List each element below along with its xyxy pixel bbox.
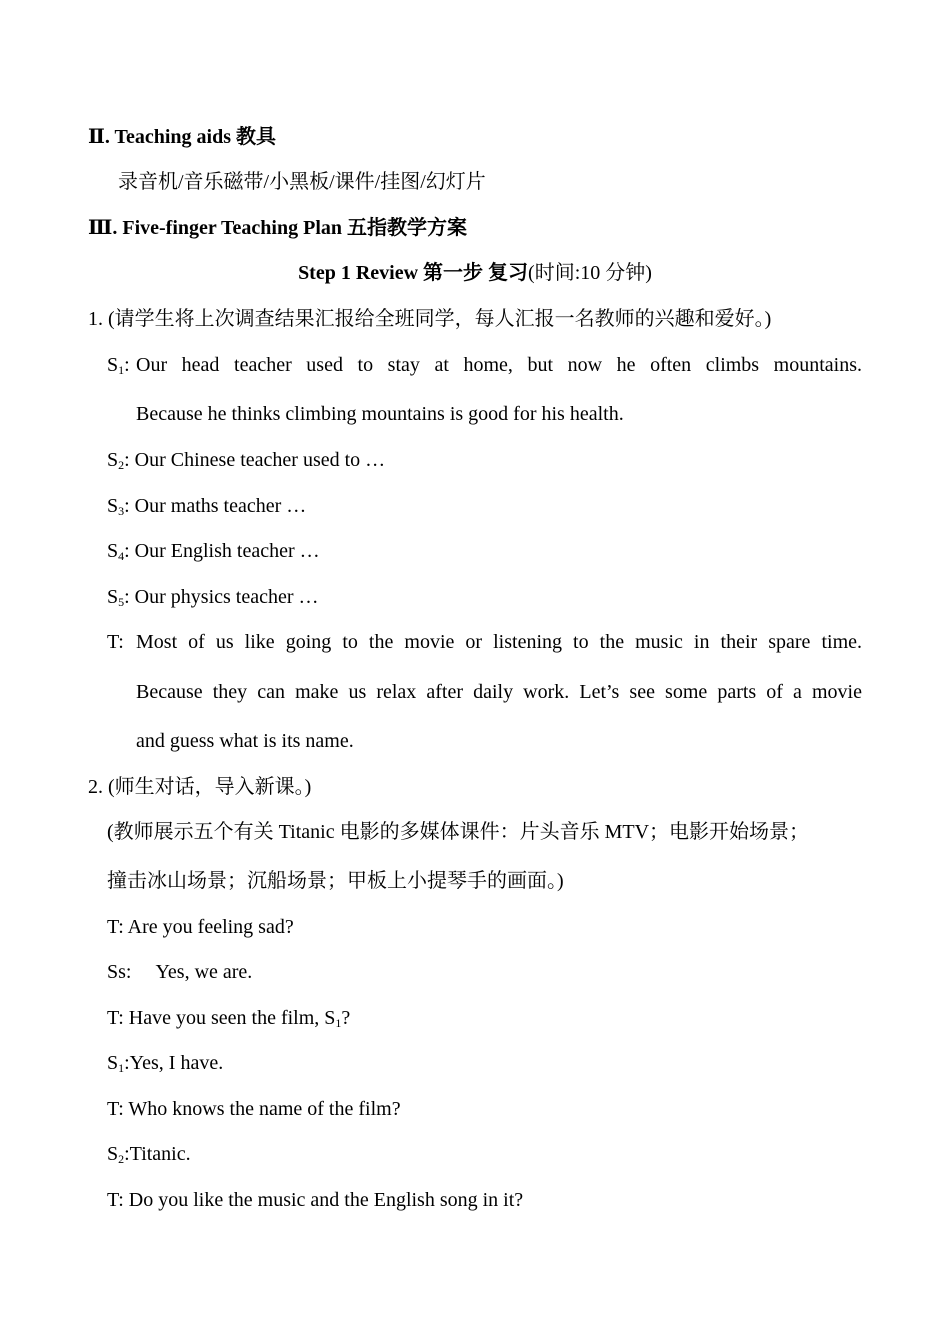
section-3-heading: [88, 214, 467, 242]
s2-line: $S_2$: Our Chinese teacher used to …: [107, 449, 386, 472]
dialog-line-2: Ss: Yes, we are.: [107, 961, 253, 983]
s1-line-1: Our head teacher used to stay at home, but now he often climbs mountains.: [136, 354, 862, 376]
section-3-title: . Five-finger Teaching Plan 五指教学方案: [112, 217, 467, 239]
t-speaker: T:: [107, 631, 124, 653]
section-2-heading: [88, 123, 276, 151]
item-1-label: 1. (请学生将上次调查结果汇报给全班同学，每人汇报一名教师的兴趣和爱好。): [88, 308, 772, 330]
dialog-line-3: T: Have you seen the film, $S_1$?: [107, 1007, 351, 1030]
t-line-2: Because they can make us relax after daily work. Let’s see some parts of a movie: [136, 681, 862, 703]
t-line-1: Most of us like going to the movie or listening to the music in their spare time.: [136, 631, 862, 653]
item-2-note-line-2: 撞击冰山场景；沉船场景；甲板上小提琴手的画面。): [107, 870, 564, 892]
item-2-label: 2. (师生对话，导入新课。): [88, 776, 312, 798]
dialog-line-4: $S_1:Yes$, I have.: [107, 1052, 224, 1075]
dialog-line-7: T: Do you like the music and the English song in it?: [107, 1189, 524, 1211]
dialog-line-6: $S_2:Titanic$.: [107, 1143, 191, 1166]
step-1-title: Step 1 Review 第一步 复习: [298, 262, 529, 284]
item-2-note-line-1: (教师展示五个有关 Titanic 电影的多媒体课件：片头音乐 MTV；电影开始场景；: [107, 821, 810, 843]
dialog-line-1: T: Are you feeling sad?: [107, 916, 294, 938]
section-3-numeral: Ⅲ: [88, 217, 113, 239]
section-2-title: . Teaching aids 教具: [104, 126, 277, 148]
s1-line-2: Because he thinks climbing mountains is good for his health.: [136, 403, 624, 425]
s1-speaker: $S_1$:: [107, 354, 130, 377]
s4-line: $S_4$: Our English teacher …: [107, 540, 320, 563]
t-line-3: and guess what is its name.: [136, 730, 354, 752]
s3-line: $S_3$: Our maths teacher …: [107, 495, 307, 518]
section-2-content: 录音机/音乐磁带/小黑板/课件/挂图/幻灯片: [118, 171, 486, 193]
section-2-numeral: Ⅱ: [88, 126, 105, 148]
s5-line: $S_5$: Our physics teacher …: [107, 586, 319, 609]
step-1-heading: [0, 259, 950, 287]
step-1-time: (时间:10 分钟): [528, 262, 652, 284]
dialog-line-5: T: Who knows the name of the film?: [107, 1098, 401, 1120]
